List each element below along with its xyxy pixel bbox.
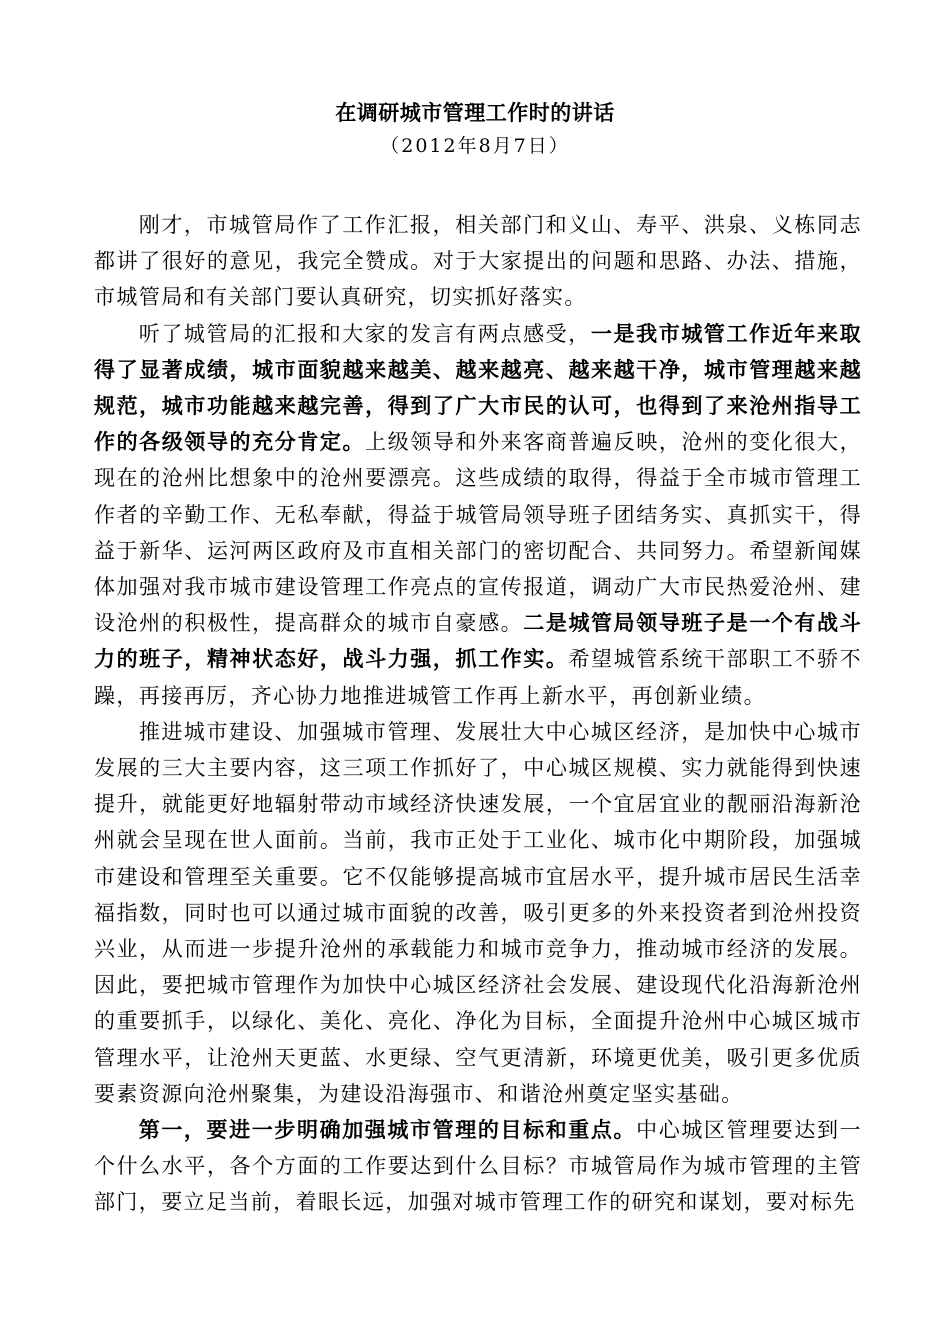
text-run: 听了城管局的汇报和大家的发言有两点感受， [138,321,591,346]
paragraph [94,1112,862,1221]
document-title: 在调研城市管理工作时的讲话 [335,100,615,125]
text-run: 刚才，市城管局作了工作汇报，相关部门和义山、寿平、洪泉、义栋同志都讲了很好的意见，我完全赞成。对于大家提出的问题和思路、办法、措施，市城管局和有关部门要认真研究，切实抓好落实。 [94,213,862,310]
bold-text-run: 二是城管局领导班子是一个有战斗力的班子，精神状态好，战斗力强，抓工作实。 [94,610,862,672]
paragraph [94,207,862,316]
document-date: （2012年8月7日） [380,135,570,157]
bold-text-run: 一是我市城管工作近年来取得了显著成绩，城市面貌越来越美、越来越亮、越来越干净，城市管理越来越规范，城市功能越来越完善，得到了广大市民的认可，也得到了来沧州指导工作的各级领导的充分肯定。 [94,320,862,455]
paragraph [94,714,862,1112]
paragraph [94,316,862,714]
text-run: 希望城管系统干部职工不骄不躁，再接再厉，齐心协力地推进城管工作再上新水平，再创新业绩。 [94,647,862,708]
text-run: 推进城市建设、加强城市管理、发展壮大中心城区经济，是加快中心城市发展的三大主要内容，这三项工作抓好了，中心城区规模、实力就能得到快速提升，就能更好地辐射带动市域经济快速发展，一个宜居宜业的靓丽沿海新沧州就会呈现在世人面前。当前，我市正处于工业化、城市化中期阶段，加强城市建设和管理至关重要。它不仅能够提高城市宜居水平，提升城市居民生活幸福指数，同时也可以通过城市面貌的改善，吸引更多的外来投资者到沧州投资兴业，从而进一步提升沧州的承载能力和城市竞争力，推动城市经济的发展。因此，要把城市管理作为加快中心城区经济社会发展、建设现代化沿海新沧州的重要抓手，以绿化、美化、亮化、净化为目标，全面提升沧州中心城区城市管理水平，让沧州天更蓝、水更绿、空气更清新，环境更优美，吸引更多优质要素资源向沧州聚集，为建设沿海强市、和谐沧州奠定坚实基础。 [94,719,862,1106]
text-run: 中心城区管理要达到一个什么水平，各个方面的工作要达到什么目标？市城管局作为城市管理的主管部门，要立足当前，着眼长远，加强对城市管理工作的研究和谋划，要对标先 [94,1118,862,1215]
bold-text-run: 第一，要进一步明确加强城市管理的目标和重点。 [138,1117,637,1143]
document-body [94,207,862,1221]
text-run: 上级领导和外来客商普遍反映，沧州的变化很大，现在的沧州比想象中的沧州要漂亮。这些成绩的取得，得益于全市城市管理工作者的辛勤工作、无私奉献，得益于城管局领导班子团结务实、真抓实干，得益于新华、运河两区政府及市直相关部门的密切配合、共同努力。希望新闻媒体加强对我市城市建设管理工作亮点的宣传报道，调动广大市民热爱沧州、建设沧州的积极性，提高群众的城市自豪感。 [94,430,862,636]
